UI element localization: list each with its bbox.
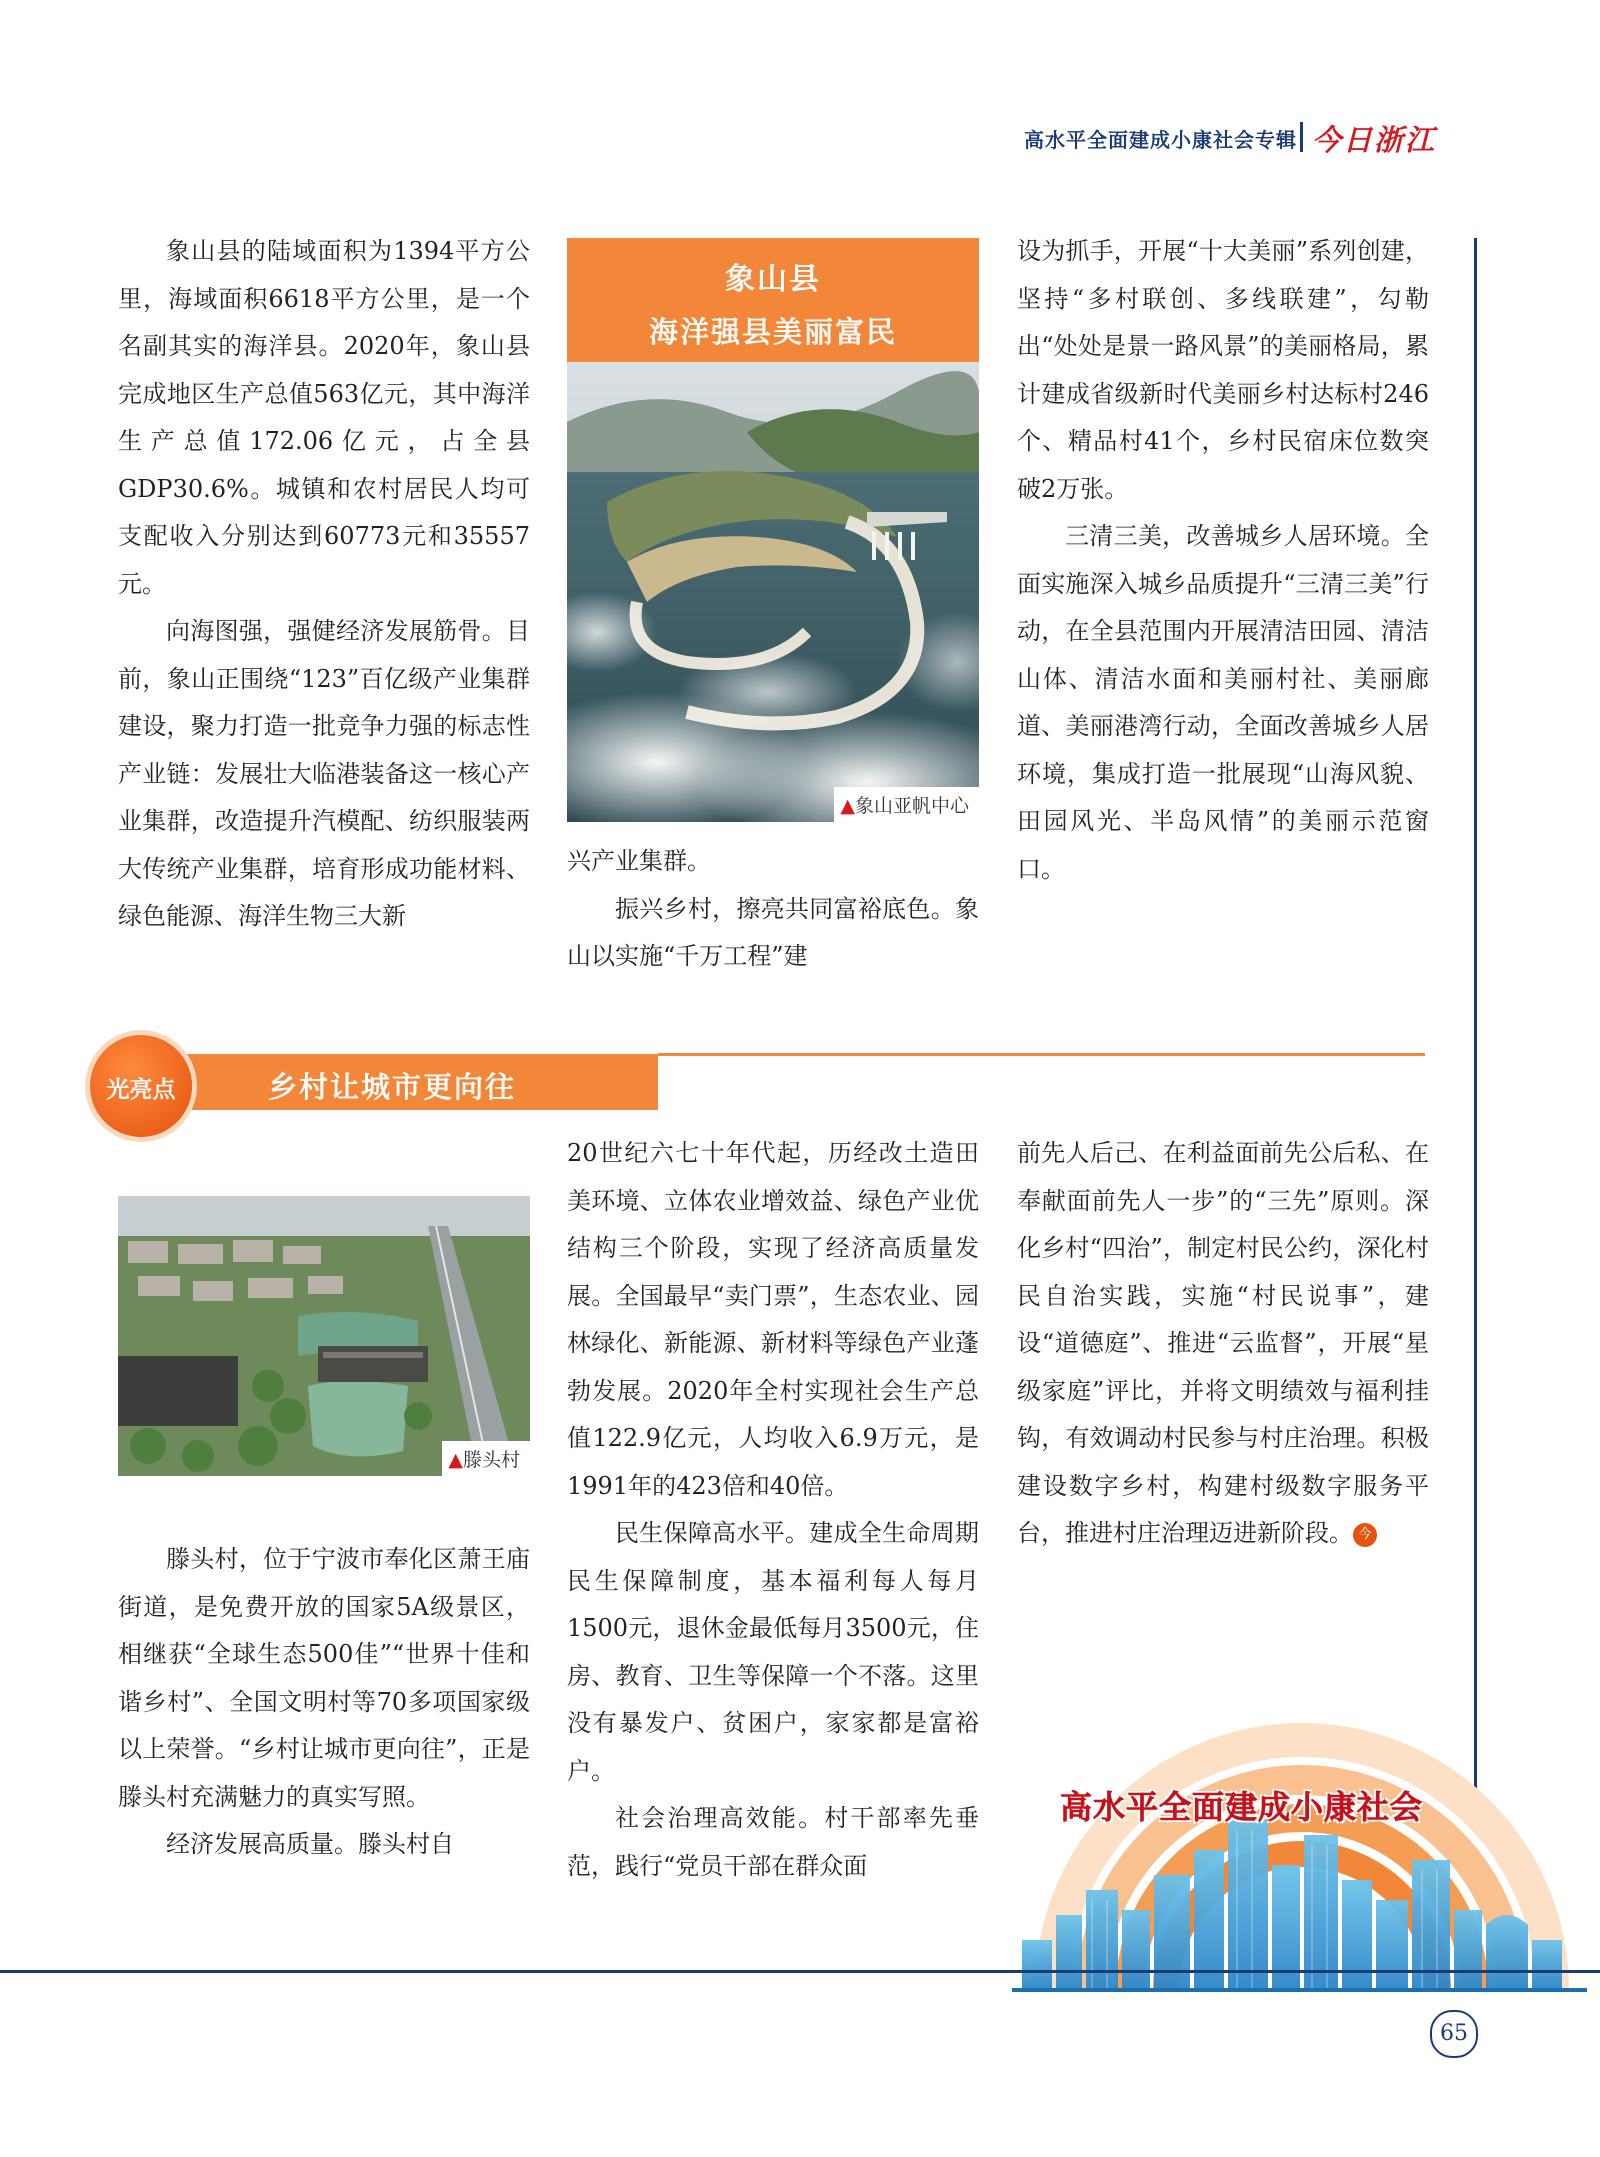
prosperity-skyline-graphic <box>1012 1700 1587 2010</box>
running-header <box>1024 118 1437 158</box>
paragraph: 设为抓手，开展“十大美丽”系列创建，坚持“多村联创、多线联建”，勾勒出“处处是景一路风景”的美丽格局，累计建成省级新时代美丽乡村达标村246个、精品村41个，乡村民宿床位数突破2万张。 <box>1017 237 1429 503</box>
bottom-rule <box>0 1970 1600 1973</box>
paragraph: 兴产业集群。 <box>567 847 711 875</box>
photo-tengtou-village <box>118 1196 530 1476</box>
graphic-title: 高水平全面建成小康社会 <box>1060 1788 1424 1826</box>
header-divider <box>1300 122 1303 152</box>
page-number: 65 <box>1430 2010 1478 2058</box>
paragraph: 三清三美，改善城乡人居环境。全面实施深入城乡品质提升“三清三美”行动，在全县范围内开展清洁田园、清洁山体、清洁水面和美丽村社、美丽廊道、美丽港湾行动，全面改善城乡人居环境，集成打造一批展现“山海风貌、田园风光、半岛风情”的美丽示范窗口。 <box>1017 522 1429 883</box>
photo-yachting-center <box>567 362 979 822</box>
photo-caption: ▲滕头村 <box>442 1441 530 1476</box>
section-rule <box>658 1053 1425 1056</box>
article1-column-2 <box>567 838 979 981</box>
article1-column-3 <box>1017 228 1429 893</box>
section-banner <box>90 1035 1425 1145</box>
end-mark-icon: 今 <box>1353 1523 1377 1547</box>
paragraph: 经济发展高质量。滕头村自 <box>166 1830 454 1858</box>
photo-caption: ▲象山亚帆中心 <box>834 787 979 822</box>
caption-marker-icon: ▲ <box>840 795 855 817</box>
paragraph: 振兴乡村，擦亮共同富裕底色。象山以实施“千万工程”建 <box>567 894 979 970</box>
skyline-illustration <box>1012 1700 1587 2010</box>
paragraph: 前先人后己、在利益面前先公后私、在奉献面前先人一步”的“三先”原则。深化乡村“四治”，制定村民公约，深化村民自治实践，实施“村民说事”，建设“道德庭”、推进“云监督”，开展“星级家庭”评比，并将文明绩效与福利挂钩，有效调动村民参与村庄治理。积极建设数字乡村，构建村级数字服务平台，推进村庄治理迈进新阶段。 今 <box>1017 1139 1429 1547</box>
article2-column-1 <box>118 1536 530 1869</box>
section-title: 乡村让城市更向往 <box>268 1070 517 1104</box>
right-margin-rule <box>1474 238 1477 1828</box>
paragraph: 民生保障高水平。建成全生命周期民生保障制度，基本福利每人每月1500元，退休金最低每月3500元，住房、教育、卫生等保障一个不落。这里没有暴发户、贫困户，家家都是富裕户。 <box>567 1519 979 1785</box>
article1-subtitle: 海洋强县美丽富民 <box>648 315 897 349</box>
article2-column-2 <box>567 1130 979 1890</box>
caption-marker-icon: ▲ <box>448 1449 463 1471</box>
paragraph: 向海图强，强健经济发展筋骨。目前，象山正围绕“123”百亿级产业集群建设，聚力打造一批竞争力强的标志性产业链：发展壮大临港装备这一核心产业集群，改造提升汽模配、纺织服装两大传统产业集群，培育形成功能材料、绿色能源、海洋生物三大新 <box>118 617 530 930</box>
paragraph: 象山县的陆域面积为1394平方公里，海域面积6618平方公里，是一个名副其实的海洋县。2020年，象山县完成地区生产总值563亿元，其中海洋生产总值172.06亿元，占全县GDP30.6%。城镇和农村居民人均可支配收入分别达到60773元和35557元。 <box>118 237 530 598</box>
article2-column-3 <box>1017 1130 1429 1558</box>
village-aerial-illustration <box>118 1196 530 1476</box>
article1-column-1 <box>118 228 530 941</box>
series-title: 高水平全面建成小康社会专辑 <box>1024 128 1297 152</box>
article1-title: 象山县 <box>725 262 821 297</box>
paragraph: 滕头村，位于宁波市奉化区萧王庙街道，是免费开放的国家5A级景区，相继获“全球生态500佳”“世界十佳和谐乡村”、全国文明村等70多项国家级以上荣誉。“乡村让城市更向往”，正是滕头村充满魅力的真实写照。 <box>118 1545 530 1811</box>
article1-title-box <box>567 238 979 362</box>
section-badge-label: 光亮点 <box>106 1077 176 1103</box>
paragraph: 社会治理高效能。村干部率先垂范，践行“党员干部在群众面 <box>567 1804 979 1880</box>
paragraph: 20世纪六七十年代起，历经改土造田美环境、立体农业增效益、绿色产业优结构三个阶段，实现了经济高质量发展。全国最早“卖门票”，生态农业、园林绿化、新能源、新材料等绿色产业蓬勃发展。2020年全村实现社会生产总值122.9亿元，人均收入6.9万元，是1991年的423倍和40倍。 <box>567 1139 979 1500</box>
magazine-logo: 今日浙江 <box>1312 123 1437 157</box>
aerial-harbour-illustration <box>567 362 979 822</box>
